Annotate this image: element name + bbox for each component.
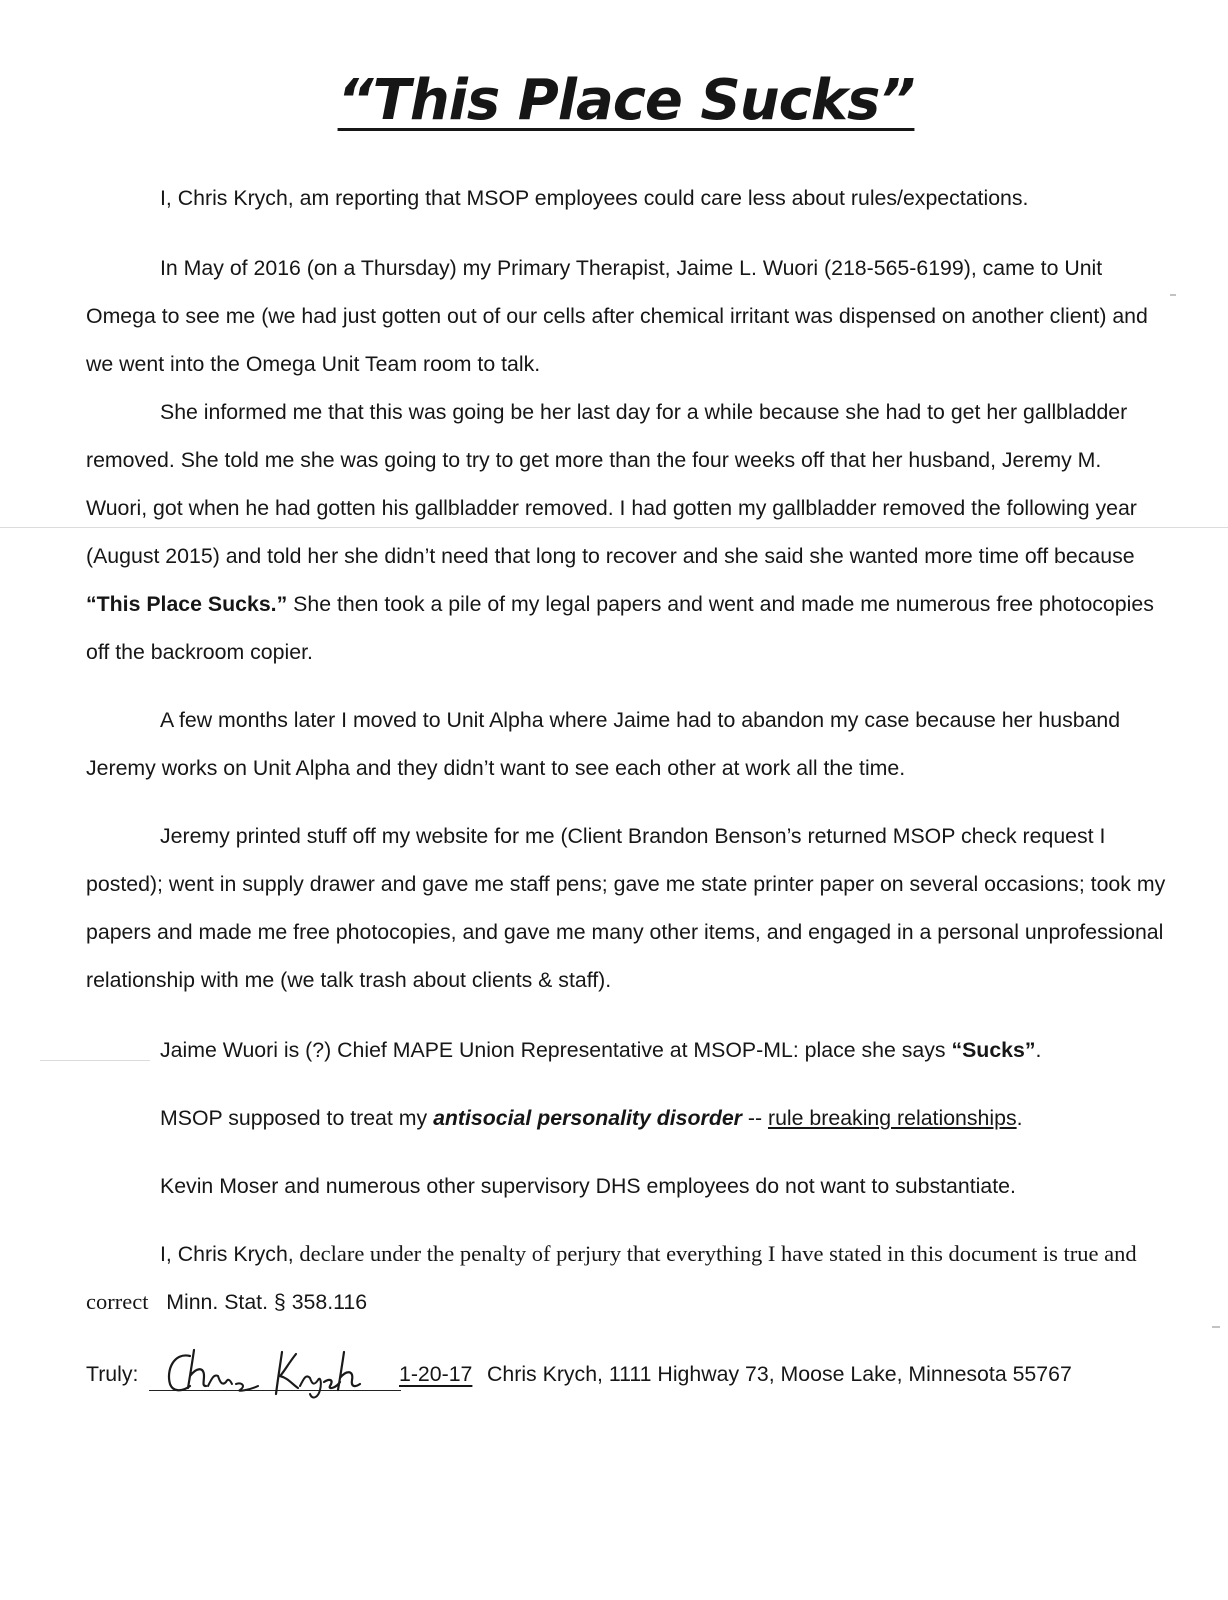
document-page [86,0,1166,1600]
paragraph-2: In May of 2016 (on a Thursday) my Primary Therapist, Jaime L. Wuori (218-565-6199), came to Unit Omega to see me (we had just gotten out of our cells after chemical irritant was dispensed on another client) and we went into the Omega Unit Team room to talk. [86,256,1148,376]
closing-line [86,1342,1166,1402]
signature-image [160,1342,390,1400]
diagnosis-text: antisocial personality disorder [433,1106,742,1130]
signature-date: 1-20-17 [399,1362,473,1386]
quote-sucks: “Sucks” [951,1038,1036,1062]
paragraph-9-declaration: I, Chris Krych, declare under the penalty of perjury that everything I have stated in this document is true and correct Minn. Stat. § 358.116 [86,1241,1137,1314]
scan-artifact-line [0,527,1228,528]
document-title: “This Place Sucks” [337,68,915,133]
paragraph-4: A few months later I moved to Unit Alpha where Jaime had to abandon my case because her husband Jeremy works on Unit Alpha and they didn’t want to see each other at work all the time. [86,708,1121,780]
paragraph-1: I, Chris Krych, am reporting that MSOP employees could care less about rules/expectations. [160,186,1029,210]
closing-label: Truly: [86,1362,139,1386]
paragraph-3: She informed me that this was going be her last day for a while because she had to get her gallbladder removed. She told me she was going to try to get more than the four weeks off that her husband, Jeremy M. Wuori, got when he had gotten his gallbladder removed. I had gotten my gallbladder removed the following year (August 2015) and told her she didn’t need that long to recover and she said she wanted more time off because “This Place Sucks.” She then took a pile of my legal papers and went and made me numerous free photocopies off the backroom copier. [86,400,1154,664]
scan-artifact-dot [1170,294,1176,296]
scan-artifact-dot [1212,1326,1220,1328]
paragraph-6: Jaime Wuori is (?) Chief MAPE Union Representative at MSOP-ML: place she says “Sucks”. [160,1038,1042,1062]
paragraph-8: Kevin Moser and numerous other supervisory DHS employees do not want to substantiate. [160,1174,1016,1198]
scan-artifact-dash [40,1060,150,1061]
paragraph-5: Jeremy printed stuff off my website for me (Client Brandon Benson’s returned MSOP check request I posted); went in supply drawer and gave me staff pens; gave me state printer paper on several occasions; took my papers and made me free photocopies, and gave me many other items, and engaged in a personal unprofessional relationship with me (we talk trash about clients & staff). [86,824,1166,992]
paragraph-7: MSOP supposed to treat my antisocial personality disorder -- rule breaking relationships. [160,1106,1023,1130]
quote-this-place-sucks: “This Place Sucks.” [86,592,288,616]
address-line: Chris Krych, 1111 Highway 73, Moose Lake, Minnesota 55767 [487,1362,1072,1386]
underlined-phrase: rule breaking relationships [768,1106,1017,1130]
